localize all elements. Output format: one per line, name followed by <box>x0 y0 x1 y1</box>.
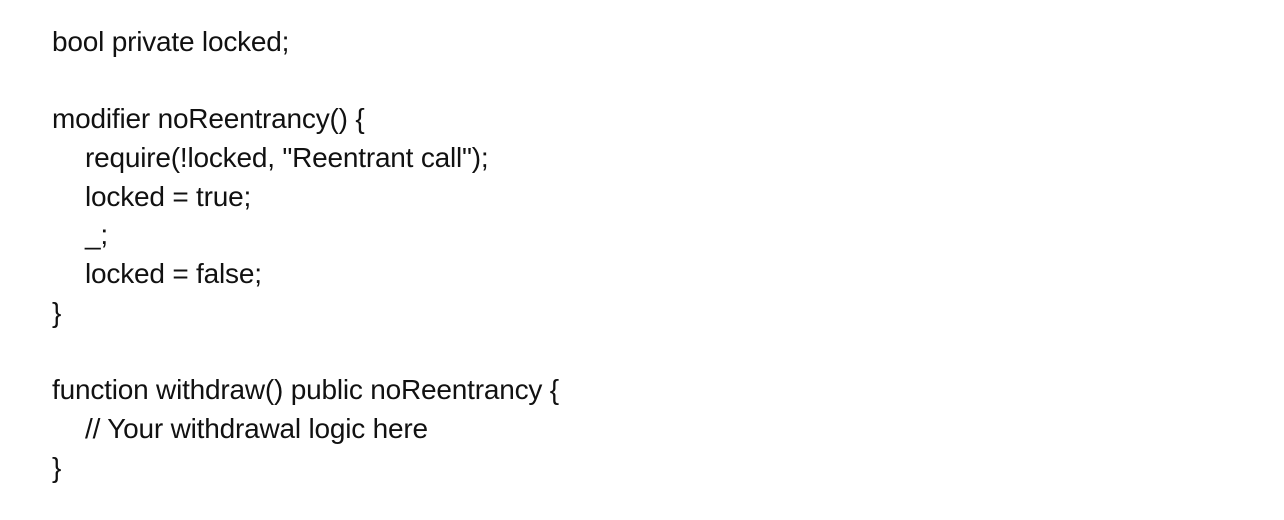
code-snippet <box>52 23 559 487</box>
code-line-state-variable: bool private locked; <box>52 26 290 57</box>
code-line-require: require(!locked, "Reentrant call"); <box>85 142 489 174</box>
code-line-lock-false: locked = false; <box>85 258 262 290</box>
code-line-blank <box>52 62 559 101</box>
code-line-function-close: } <box>52 451 62 483</box>
code-line-function-declaration: function withdraw() public noReentrancy { <box>52 374 559 406</box>
code-line-modifier-declaration: modifier noReentrancy() { <box>52 103 365 135</box>
code-line-comment: // Your withdrawal logic here <box>85 412 428 444</box>
code-line-modifier-close: } <box>52 296 62 328</box>
code-line-lock-true: locked = true; <box>85 180 252 212</box>
code-line-placeholder: _; <box>85 219 108 251</box>
code-line-blank <box>52 333 559 372</box>
